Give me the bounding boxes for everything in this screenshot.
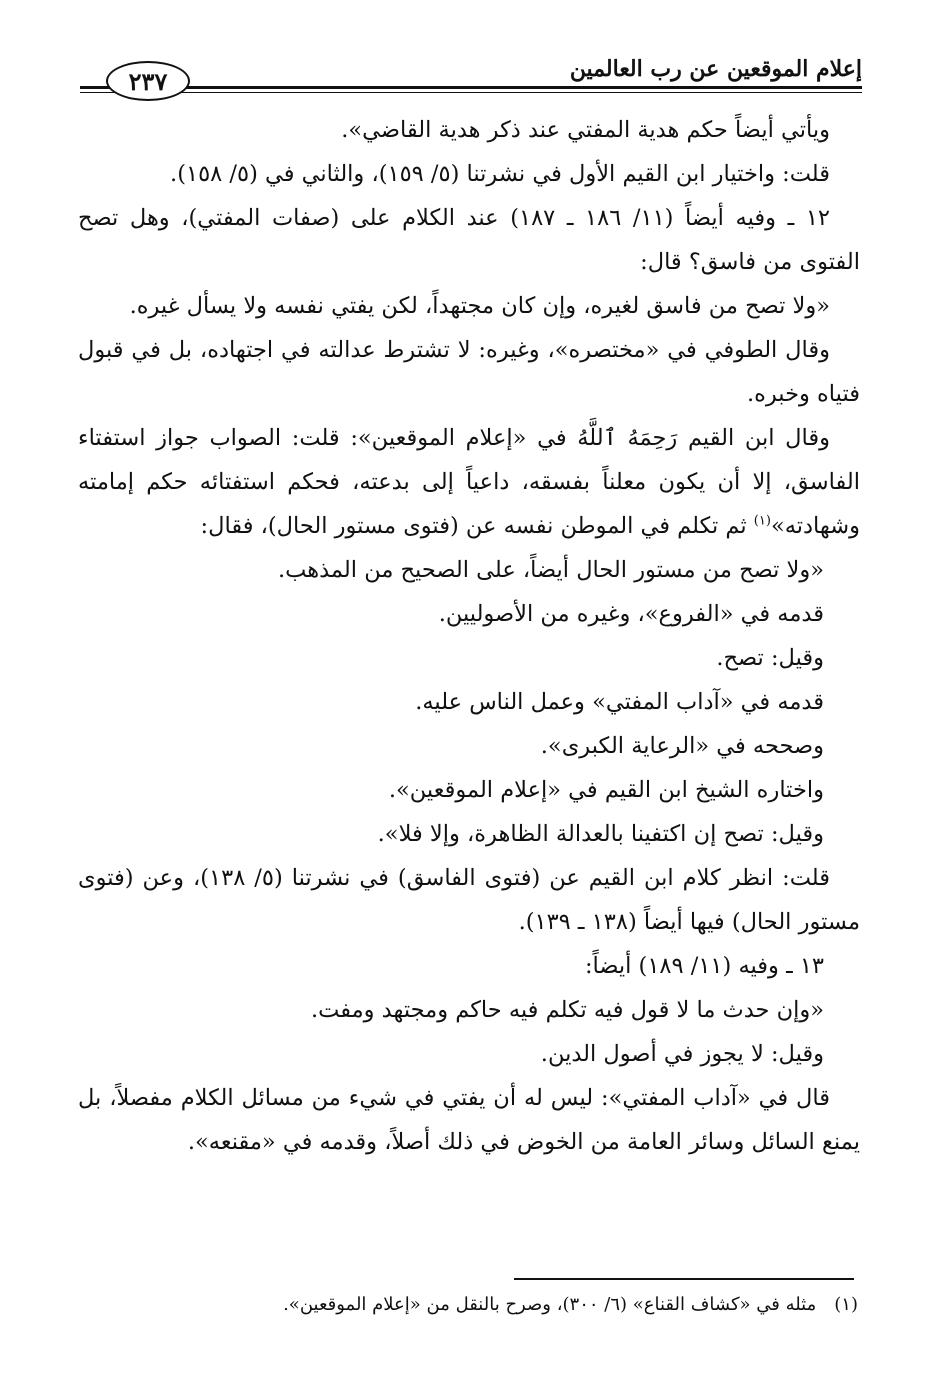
footnote-separator xyxy=(514,1278,854,1280)
main-text xyxy=(78,108,860,1164)
paragraph: ١٣ ـ وفيه (١١/ ١٨٩) أيضاً: xyxy=(584,953,824,979)
quote-line: وصححه في «الرعاية الكبرى». xyxy=(540,733,824,759)
paragraph: قلت: واختيار ابن القيم الأول في نشرتنا (٥/ ١٥٩)، والثاني في (٥/ ١٥٨). xyxy=(170,161,830,187)
paragraph: ١٢ ـ وفيه أيضاً (١١/ ١٨٦ ـ ١٨٧) عند الكلام على (صفات المفتي)، وهل تصح الفتوى من فاسق؟ قال: xyxy=(78,205,860,275)
paragraph: ويأتي أيضاً حكم هدية المفتي عند ذكر هدية القاضي». xyxy=(341,117,830,143)
quote-line: «وإن حدث ما لا قول فيه تكلم فيه حاكم ومجتهد ومفت. xyxy=(310,997,824,1023)
footnote xyxy=(78,1290,858,1320)
quote-line: قدمه في «آداب المفتي» وعمل الناس عليه. xyxy=(415,689,824,715)
paragraph: وقال الطوفي في «مختصره»، وغيره: لا تشترط عدالته في اجتهاده، بل في قبول فتياه وخبره. xyxy=(78,337,860,407)
paragraph: قال في «آداب المفتي»: ليس له أن يفتي في شيء من مسائل الكلام مفصلاً، بل يمنع السائل وسائر العامة من الخوض في ذلك أصلاً، وقدمه في «مقنعه». xyxy=(78,1085,860,1155)
page-header xyxy=(80,50,862,100)
footnote-text: مثله في «كشاف القناع» (٦/ ٣٠٠)، وصرح بالنقل من «إعلام الموقعين». xyxy=(283,1294,817,1315)
quote-line: وقيل: لا يجوز في أصول الدين. xyxy=(540,1041,824,1067)
running-title: إعلام الموقعين عن رب العالمين xyxy=(569,56,862,82)
paragraph-text: ثم تكلم في الموطن نفسه عن (فتوى مستور الحال)، فقال: xyxy=(200,513,747,539)
footnote-mark: (١) xyxy=(834,1294,858,1315)
header-rule-thick xyxy=(80,86,862,89)
quote-line: وقيل: تصح إن اكتفينا بالعدالة الظاهرة، وإلا فلا». xyxy=(377,821,824,847)
paragraph-with-footnote xyxy=(78,416,860,548)
quote-line: قدمه في «الفروع»، وغيره من الأصوليين. xyxy=(438,601,824,627)
header-rule-thin xyxy=(80,92,862,93)
footnote-reference: (١) xyxy=(753,513,771,529)
page-number: ٢٣٧ xyxy=(106,61,190,101)
paragraph: «ولا تصح من فاسق لغيره، وإن كان مجتهداً، لكن يفتي نفسه ولا يسأل غيره. xyxy=(129,293,830,319)
paragraph: قلت: انظر كلام ابن القيم عن (فتوى الفاسق) في نشرتنا (٥/ ١٣٨)، وعن (فتوى مستور الحال) فيها أيضاً (١٣٨ ـ ١٣٩). xyxy=(78,865,860,935)
paragraph-text: وقال ابن القيم رَحِمَهُ ٱللَّهُ في «إعلام الموقعين»: قلت: الصواب جواز استفتاء الفاسق، إلا أن يكون معلناً بفسقه، داعياً إلى بدعته، فحكم استفتائه حكم إمامته وشهادته» xyxy=(78,425,860,539)
quote-line: «ولا تصح من مستور الحال أيضاً، على الصحيح من المذهب. xyxy=(278,557,824,583)
quote-line: وقيل: تصح. xyxy=(716,645,824,671)
quote-line: واختاره الشيخ ابن القيم في «إعلام الموقعين». xyxy=(388,777,824,803)
